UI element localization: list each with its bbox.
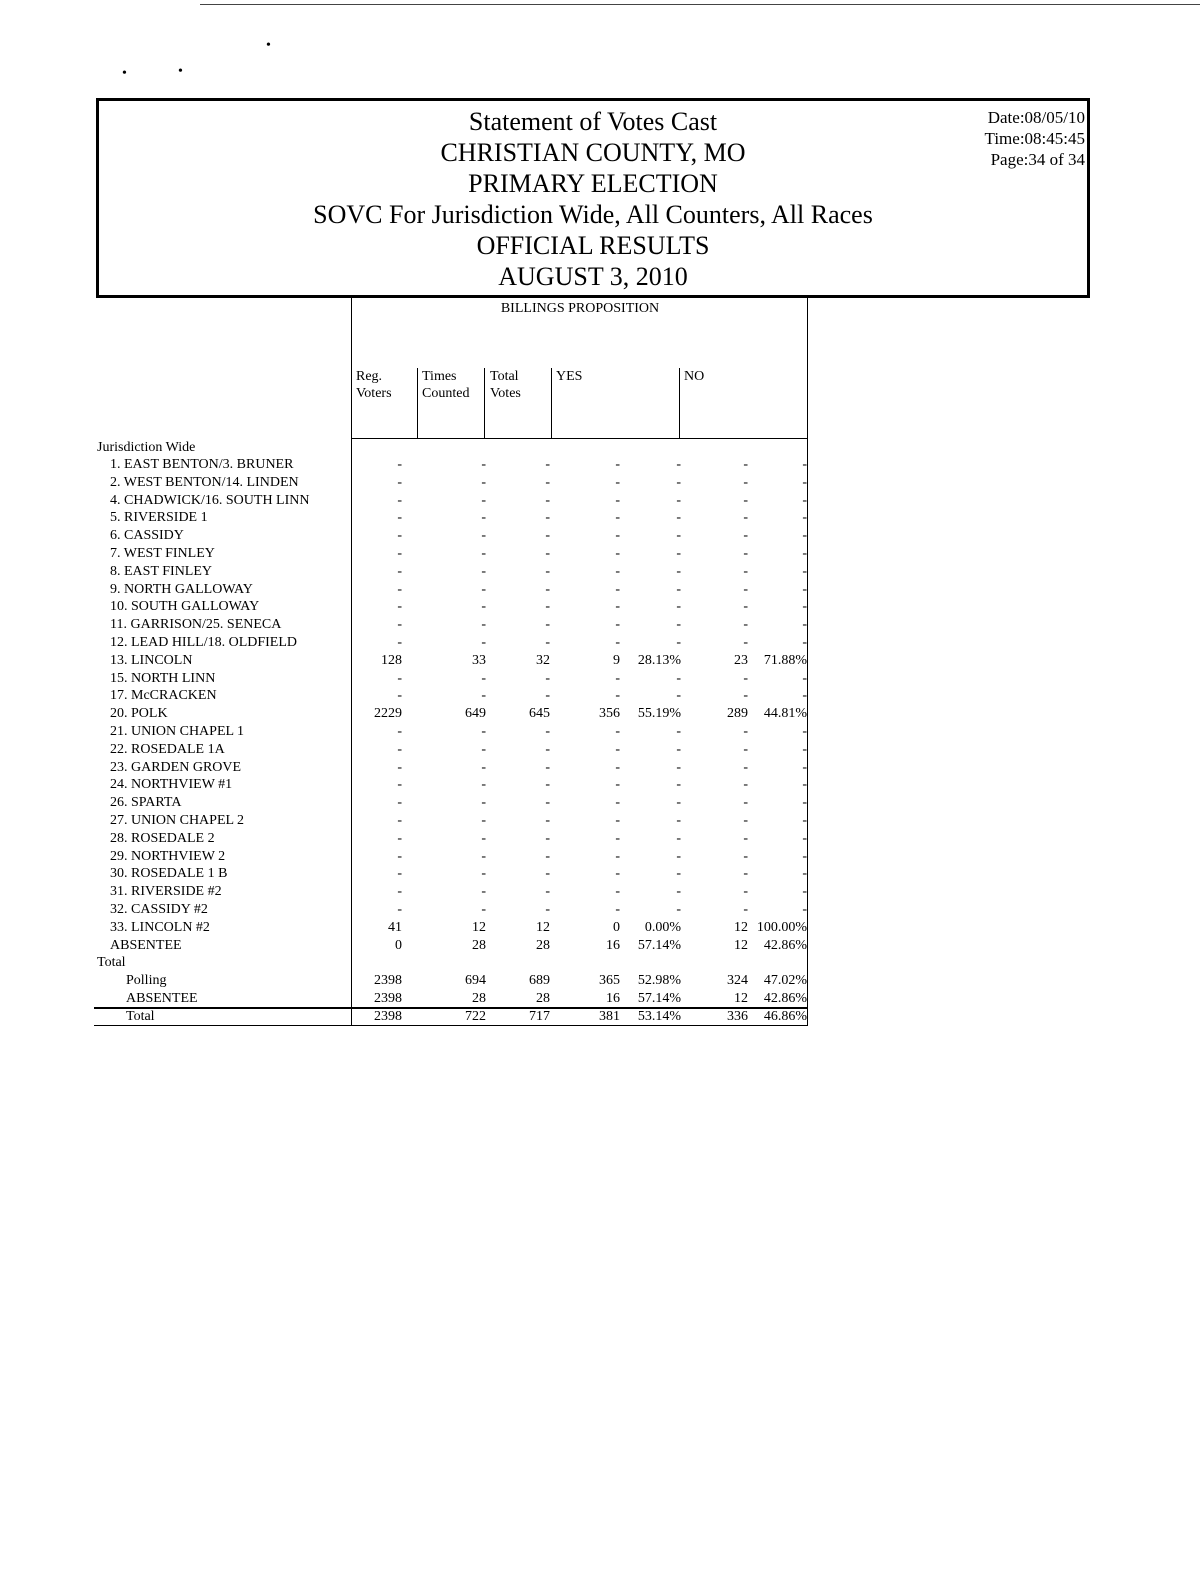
total-row-yes-pct: 52.98% bbox=[637, 973, 681, 989]
table-row-no: - bbox=[743, 492, 748, 508]
grand-total-rule bbox=[94, 1007, 808, 1009]
table-row-no: - bbox=[743, 866, 748, 882]
total-row-total: 689 bbox=[529, 973, 550, 989]
election-name: PRIMARY ELECTION bbox=[468, 169, 718, 198]
table-row-yes-pct: - bbox=[676, 688, 681, 704]
table-row-yes-pct: 55.19% bbox=[637, 706, 681, 722]
print-date: Date:08/05/10 bbox=[987, 108, 1085, 127]
election-date: AUGUST 3, 2010 bbox=[498, 262, 688, 291]
table-row-times: - bbox=[481, 563, 486, 579]
table-row-yes: - bbox=[615, 563, 620, 579]
table-row-label: 8. EAST FINLEY bbox=[110, 563, 213, 579]
table-row-no: 289 bbox=[727, 706, 748, 722]
table-row-times: - bbox=[481, 884, 486, 900]
table-row-yes-pct: - bbox=[676, 546, 681, 561]
table-row-yes-pct: - bbox=[676, 866, 681, 882]
table-row-reg: - bbox=[397, 617, 402, 633]
table-row-reg: - bbox=[397, 581, 402, 597]
table-row-no: - bbox=[743, 741, 748, 757]
table-row-times: - bbox=[481, 599, 486, 615]
table-row-yes: - bbox=[615, 474, 620, 490]
total-row-times: 722 bbox=[465, 1008, 486, 1024]
table-row-reg: 128 bbox=[381, 652, 402, 668]
table-row-reg: - bbox=[397, 688, 402, 704]
total-row-no-pct: 47.02% bbox=[763, 973, 807, 989]
table-row-times: 12 bbox=[472, 919, 486, 935]
table-row-total: - bbox=[545, 902, 550, 917]
table-row-no-pct: - bbox=[802, 474, 807, 490]
table-row-times: - bbox=[481, 581, 486, 597]
table-row-times: - bbox=[481, 848, 486, 864]
table-row-yes-pct: - bbox=[676, 741, 681, 757]
table-row-no-pct: - bbox=[802, 777, 807, 793]
table-bottom-rule bbox=[94, 1025, 808, 1026]
col-divider bbox=[484, 368, 485, 438]
table-row-no: - bbox=[743, 777, 748, 793]
table-row-yes: - bbox=[615, 741, 620, 757]
col-header-total-votes: Total Votes bbox=[490, 369, 521, 401]
table-row-no: - bbox=[743, 599, 748, 615]
table-row-label: ABSENTEE bbox=[110, 937, 182, 953]
table-row-yes: 9 bbox=[613, 652, 620, 668]
table-row-no: - bbox=[743, 724, 748, 739]
table-row-label: 33. LINCOLN #2 bbox=[110, 919, 210, 935]
table-row-yes: - bbox=[615, 759, 620, 775]
table-row-yes: - bbox=[615, 599, 620, 615]
table-row-yes: - bbox=[615, 848, 620, 864]
table-row-times: 649 bbox=[465, 706, 486, 722]
table-row-reg: 2229 bbox=[374, 706, 402, 722]
table-row-yes-pct: - bbox=[676, 795, 681, 811]
table-row-label: 23. GARDEN GROVE bbox=[110, 759, 242, 775]
total-row-reg: 2398 bbox=[374, 991, 402, 1006]
table-row-no: - bbox=[743, 457, 748, 472]
print-time: Time:08:45:45 bbox=[984, 129, 1085, 148]
table-row-total: - bbox=[545, 813, 550, 828]
total-row-label: Polling bbox=[126, 973, 167, 989]
table-row-yes-pct: - bbox=[676, 724, 681, 739]
table-row-no-pct: - bbox=[802, 866, 807, 882]
table-row-reg: 41 bbox=[388, 919, 402, 935]
table-row-reg: - bbox=[397, 741, 402, 757]
total-row-yes: 381 bbox=[599, 1008, 620, 1024]
table-row-total: - bbox=[545, 670, 550, 686]
table-row-no-pct: - bbox=[802, 457, 807, 472]
total-row-yes-pct: 57.14% bbox=[637, 991, 681, 1006]
table-row-yes-pct: - bbox=[676, 617, 681, 633]
table-row-yes: - bbox=[615, 492, 620, 508]
table-row-yes: - bbox=[615, 830, 620, 846]
table-row-total: 32 bbox=[536, 652, 550, 668]
table-row-total: - bbox=[545, 795, 550, 811]
table-row-label: 11. GARRISON/25. SENECA bbox=[110, 617, 282, 633]
table-row-total: - bbox=[545, 581, 550, 597]
table-row-no-pct: - bbox=[802, 813, 807, 828]
total-row-reg: 2398 bbox=[374, 1008, 402, 1024]
table-row-label: 29. NORTHVIEW 2 bbox=[110, 848, 226, 864]
table-row-reg: - bbox=[397, 670, 402, 686]
table-row-total: - bbox=[545, 617, 550, 633]
table-row-no: - bbox=[743, 884, 748, 900]
table-row-times: - bbox=[481, 635, 486, 650]
table-row-no-pct: 42.86% bbox=[763, 937, 807, 953]
table-row-no-pct: - bbox=[802, 670, 807, 686]
table-row-times: - bbox=[481, 457, 486, 472]
table-row-no-pct: - bbox=[802, 830, 807, 846]
total-row-times: 28 bbox=[472, 991, 486, 1006]
total-row-yes-pct: 53.14% bbox=[637, 1008, 681, 1024]
table-row-yes-pct: 57.14% bbox=[637, 937, 681, 953]
report-scope: SOVC For Jurisdiction Wide, All Counters, All Races bbox=[313, 200, 873, 229]
table-row-label: 5. RIVERSIDE 1 bbox=[110, 510, 208, 526]
table-row-no-pct: - bbox=[802, 492, 807, 508]
table-row-yes-pct: - bbox=[676, 670, 681, 686]
table-row-times: - bbox=[481, 492, 486, 508]
table-row-reg: - bbox=[397, 795, 402, 811]
total-row-no: 336 bbox=[727, 1008, 748, 1024]
table-row-reg: - bbox=[397, 813, 402, 828]
table-row-no-pct: - bbox=[802, 795, 807, 811]
table-row-times: - bbox=[481, 777, 486, 793]
col-header-reg-voters: Reg. Voters bbox=[356, 369, 392, 401]
table-row-label: 30. ROSEDALE 1 B bbox=[110, 866, 228, 882]
total-row-no-pct: 42.86% bbox=[763, 991, 807, 1006]
table-row-yes: - bbox=[615, 528, 620, 544]
table-row-yes-pct: - bbox=[676, 599, 681, 615]
scan-speck: • bbox=[178, 64, 183, 79]
total-row-no: 324 bbox=[727, 973, 748, 989]
table-row-reg: - bbox=[397, 777, 402, 793]
table-row-yes-pct: - bbox=[676, 884, 681, 900]
table-row-total: - bbox=[545, 474, 550, 490]
table-row-reg: - bbox=[397, 563, 402, 579]
table-row-label: 27. UNION CHAPEL 2 bbox=[110, 813, 245, 828]
table-row-no-pct: - bbox=[802, 510, 807, 526]
table-row-no-pct: - bbox=[802, 902, 807, 917]
table-row-label: 7. WEST FINLEY bbox=[110, 546, 215, 561]
table-row-yes-pct: - bbox=[676, 813, 681, 828]
scan-top-edge-line bbox=[200, 4, 1200, 5]
table-row-yes-pct: 0.00% bbox=[644, 919, 681, 935]
table-row-total: - bbox=[545, 866, 550, 882]
total-row-label: ABSENTEE bbox=[126, 991, 198, 1006]
table-row-yes: - bbox=[615, 546, 620, 561]
table-row-yes: 16 bbox=[606, 937, 620, 953]
table-row-label: 13. LINCOLN bbox=[110, 652, 193, 668]
col-divider bbox=[551, 368, 552, 438]
table-row-no: - bbox=[743, 546, 748, 561]
table-row-reg: - bbox=[397, 830, 402, 846]
table-row-yes: 356 bbox=[599, 706, 620, 722]
table-row-times: - bbox=[481, 617, 486, 633]
table-row-no: - bbox=[743, 581, 748, 597]
table-row-label: 2. WEST BENTON/14. LINDEN bbox=[110, 474, 299, 490]
table-row-label: 6. CASSIDY bbox=[110, 528, 184, 544]
table-row-label: 21. UNION CHAPEL 1 bbox=[110, 724, 245, 739]
total-section-label: Total bbox=[97, 955, 126, 971]
table-right-border bbox=[807, 296, 808, 1026]
table-row-yes-pct: - bbox=[676, 830, 681, 846]
table-row-label: 4. CHADWICK/16. SOUTH LINN bbox=[110, 492, 310, 508]
table-row-total: - bbox=[545, 563, 550, 579]
table-row-yes: - bbox=[615, 688, 620, 704]
table-row-reg: - bbox=[397, 848, 402, 864]
total-row-label: Total bbox=[126, 1008, 155, 1024]
table-row-yes: - bbox=[615, 617, 620, 633]
table-row-times: - bbox=[481, 528, 486, 544]
table-row-no: - bbox=[743, 902, 748, 917]
table-row-times: - bbox=[481, 724, 486, 739]
total-row-no: 12 bbox=[734, 991, 748, 1006]
table-row-no-pct: - bbox=[802, 563, 807, 579]
table-row-no-pct: 71.88% bbox=[763, 652, 807, 668]
table-row-total: 12 bbox=[536, 919, 550, 935]
table-row-no-pct: - bbox=[802, 635, 807, 650]
table-row-label: 26. SPARTA bbox=[110, 795, 182, 811]
table-row-label: 20. POLK bbox=[110, 706, 168, 722]
table-row-label: 22. ROSEDALE 1A bbox=[110, 741, 225, 757]
table-row-yes-pct: - bbox=[676, 528, 681, 544]
table-row-reg: - bbox=[397, 759, 402, 775]
total-row-times: 694 bbox=[465, 973, 486, 989]
county-name: CHRISTIAN COUNTY, MO bbox=[440, 138, 746, 167]
total-row-total: 717 bbox=[529, 1008, 550, 1024]
table-row-label: 10. SOUTH GALLOWAY bbox=[110, 599, 260, 615]
table-row-times: - bbox=[481, 902, 486, 917]
table-row-yes: - bbox=[615, 777, 620, 793]
table-row-yes-pct: - bbox=[676, 457, 681, 472]
table-row-no: - bbox=[743, 670, 748, 686]
header-underline bbox=[351, 438, 808, 439]
col-divider bbox=[679, 368, 680, 438]
table-row-reg: - bbox=[397, 902, 402, 917]
table-row-times: - bbox=[481, 546, 486, 561]
table-row-times: - bbox=[481, 813, 486, 828]
table-row-reg: - bbox=[397, 884, 402, 900]
table-row-no-pct: - bbox=[802, 759, 807, 775]
table-row-reg: - bbox=[397, 724, 402, 739]
report-title: Statement of Votes Cast bbox=[468, 107, 718, 136]
total-row-total: 28 bbox=[536, 991, 550, 1006]
total-row-no-pct: 46.86% bbox=[763, 1008, 807, 1024]
table-row-label: 15. NORTH LINN bbox=[110, 670, 216, 686]
table-row-yes-pct: - bbox=[676, 563, 681, 579]
table-row-no: - bbox=[743, 635, 748, 650]
table-row-reg: 0 bbox=[395, 937, 402, 953]
table-row-times: - bbox=[481, 688, 486, 704]
scan-speck: • bbox=[122, 66, 127, 81]
table-row-no: - bbox=[743, 795, 748, 811]
table-row-reg: - bbox=[397, 635, 402, 650]
table-row-total: - bbox=[545, 830, 550, 846]
table-row-total: - bbox=[545, 510, 550, 526]
table-row-label: 17. McCRACKEN bbox=[110, 688, 217, 704]
table-row-yes-pct: 28.13% bbox=[637, 652, 681, 668]
table-row-total: - bbox=[545, 635, 550, 650]
table-row-times: 28 bbox=[472, 937, 486, 953]
table-row-times: - bbox=[481, 830, 486, 846]
table-row-yes: - bbox=[615, 813, 620, 828]
table-row-no-pct: - bbox=[802, 581, 807, 597]
table-row-total: - bbox=[545, 848, 550, 864]
table-row-yes: - bbox=[615, 581, 620, 597]
table-row-yes: - bbox=[615, 902, 620, 917]
table-row-label: 24. NORTHVIEW #1 bbox=[110, 777, 233, 793]
table-row-yes-pct: - bbox=[676, 492, 681, 508]
table-row-no-pct: - bbox=[802, 528, 807, 544]
table-row-times: - bbox=[481, 510, 486, 526]
table-row-yes-pct: - bbox=[676, 581, 681, 597]
total-row-yes: 16 bbox=[606, 991, 620, 1006]
table-row-no-pct: - bbox=[802, 546, 807, 561]
table-row-times: - bbox=[481, 670, 486, 686]
col-header-no: NO bbox=[684, 369, 705, 384]
table-row-reg: - bbox=[397, 457, 402, 472]
table-row-label: 32. CASSIDY #2 bbox=[110, 902, 208, 917]
table-row-total: - bbox=[545, 599, 550, 615]
table-row-total: - bbox=[545, 759, 550, 775]
table-row-yes-pct: - bbox=[676, 777, 681, 793]
table-row-reg: - bbox=[397, 546, 402, 561]
table-row-yes: - bbox=[615, 510, 620, 526]
total-row-reg: 2398 bbox=[374, 973, 402, 989]
table-row-yes: - bbox=[615, 884, 620, 900]
table-row-total: - bbox=[545, 457, 550, 472]
table-row-no: - bbox=[743, 563, 748, 579]
table-row-no: - bbox=[743, 848, 748, 864]
col-divider bbox=[417, 368, 418, 438]
table-row-no: - bbox=[743, 688, 748, 704]
total-row-yes: 365 bbox=[599, 973, 620, 989]
report-meta bbox=[985, 107, 1085, 170]
table-left-border bbox=[351, 296, 352, 1026]
table-row-total: 28 bbox=[536, 937, 550, 953]
table-row-label: 12. LEAD HILL/18. OLDFIELD bbox=[110, 635, 298, 650]
table-row-total: - bbox=[545, 741, 550, 757]
table-row-no: 23 bbox=[734, 652, 748, 668]
table-row-times: - bbox=[481, 741, 486, 757]
table-row-no: - bbox=[743, 813, 748, 828]
table-row-no: 12 bbox=[734, 919, 748, 935]
table-row-no: 12 bbox=[734, 937, 748, 953]
table-row-total: - bbox=[545, 688, 550, 704]
table-row-label: 31. RIVERSIDE #2 bbox=[110, 884, 222, 900]
table-row-no-pct: - bbox=[802, 741, 807, 757]
table-row-times: - bbox=[481, 474, 486, 490]
table-row-no-pct: - bbox=[802, 724, 807, 739]
table-row-yes: - bbox=[615, 635, 620, 650]
results-status: OFFICIAL RESULTS bbox=[476, 231, 710, 260]
page-number: Page:34 of 34 bbox=[990, 150, 1085, 169]
table-row-yes: - bbox=[615, 670, 620, 686]
table-row-total: - bbox=[545, 724, 550, 739]
table-row-yes-pct: - bbox=[676, 848, 681, 864]
table-row-total: - bbox=[545, 528, 550, 544]
table-row-yes: - bbox=[615, 457, 620, 472]
col-header-times-counted: Times Counted bbox=[422, 369, 470, 401]
table-row-no: - bbox=[743, 830, 748, 846]
scan-speck: • bbox=[266, 38, 271, 53]
table-row-label: 9. NORTH GALLOWAY bbox=[110, 581, 253, 597]
table-row-no: - bbox=[743, 759, 748, 775]
table-row-yes-pct: - bbox=[676, 902, 681, 917]
table-row-yes: - bbox=[615, 795, 620, 811]
table-row-no: - bbox=[743, 617, 748, 633]
table-row-no-pct: 44.81% bbox=[763, 706, 807, 722]
table-row-yes: 0 bbox=[613, 919, 620, 935]
table-row-total: - bbox=[545, 546, 550, 561]
race-title: BILLINGS PROPOSITION bbox=[500, 301, 660, 316]
table-row-total: - bbox=[545, 884, 550, 900]
table-row-no-pct: - bbox=[802, 884, 807, 900]
table-row-times: - bbox=[481, 866, 486, 882]
table-row-no-pct: 100.00% bbox=[756, 919, 807, 935]
table-row-yes-pct: - bbox=[676, 635, 681, 650]
table-row-yes-pct: - bbox=[676, 474, 681, 490]
table-row-label: 1. EAST BENTON/3. BRUNER bbox=[110, 457, 294, 472]
table-row-times: 33 bbox=[472, 652, 486, 668]
table-row-total: - bbox=[545, 492, 550, 508]
table-row-no: - bbox=[743, 528, 748, 544]
table-row-reg: - bbox=[397, 474, 402, 490]
col-header-yes: YES bbox=[556, 369, 583, 384]
table-row-total: - bbox=[545, 777, 550, 793]
table-row-label: 28. ROSEDALE 2 bbox=[110, 830, 215, 846]
table-row-reg: - bbox=[397, 866, 402, 882]
table-row-yes-pct: - bbox=[676, 759, 681, 775]
section-label: Jurisdiction Wide bbox=[97, 440, 196, 455]
table-row-reg: - bbox=[397, 599, 402, 615]
table-row-no: - bbox=[743, 510, 748, 526]
table-row-no: - bbox=[743, 474, 748, 490]
table-row-total: 645 bbox=[529, 706, 550, 722]
table-row-reg: - bbox=[397, 492, 402, 508]
table-row-yes: - bbox=[615, 724, 620, 739]
table-row-reg: - bbox=[397, 510, 402, 526]
report-header-box bbox=[96, 98, 1090, 298]
table-row-yes-pct: - bbox=[676, 510, 681, 526]
table-row-no-pct: - bbox=[802, 848, 807, 864]
table-row-no-pct: - bbox=[802, 688, 807, 704]
table-row-times: - bbox=[481, 759, 486, 775]
table-row-times: - bbox=[481, 795, 486, 811]
table-row-no-pct: - bbox=[802, 617, 807, 633]
table-row-reg: - bbox=[397, 528, 402, 544]
table-row-no-pct: - bbox=[802, 599, 807, 615]
table-row-yes: - bbox=[615, 866, 620, 882]
report-title-block bbox=[99, 106, 1087, 292]
